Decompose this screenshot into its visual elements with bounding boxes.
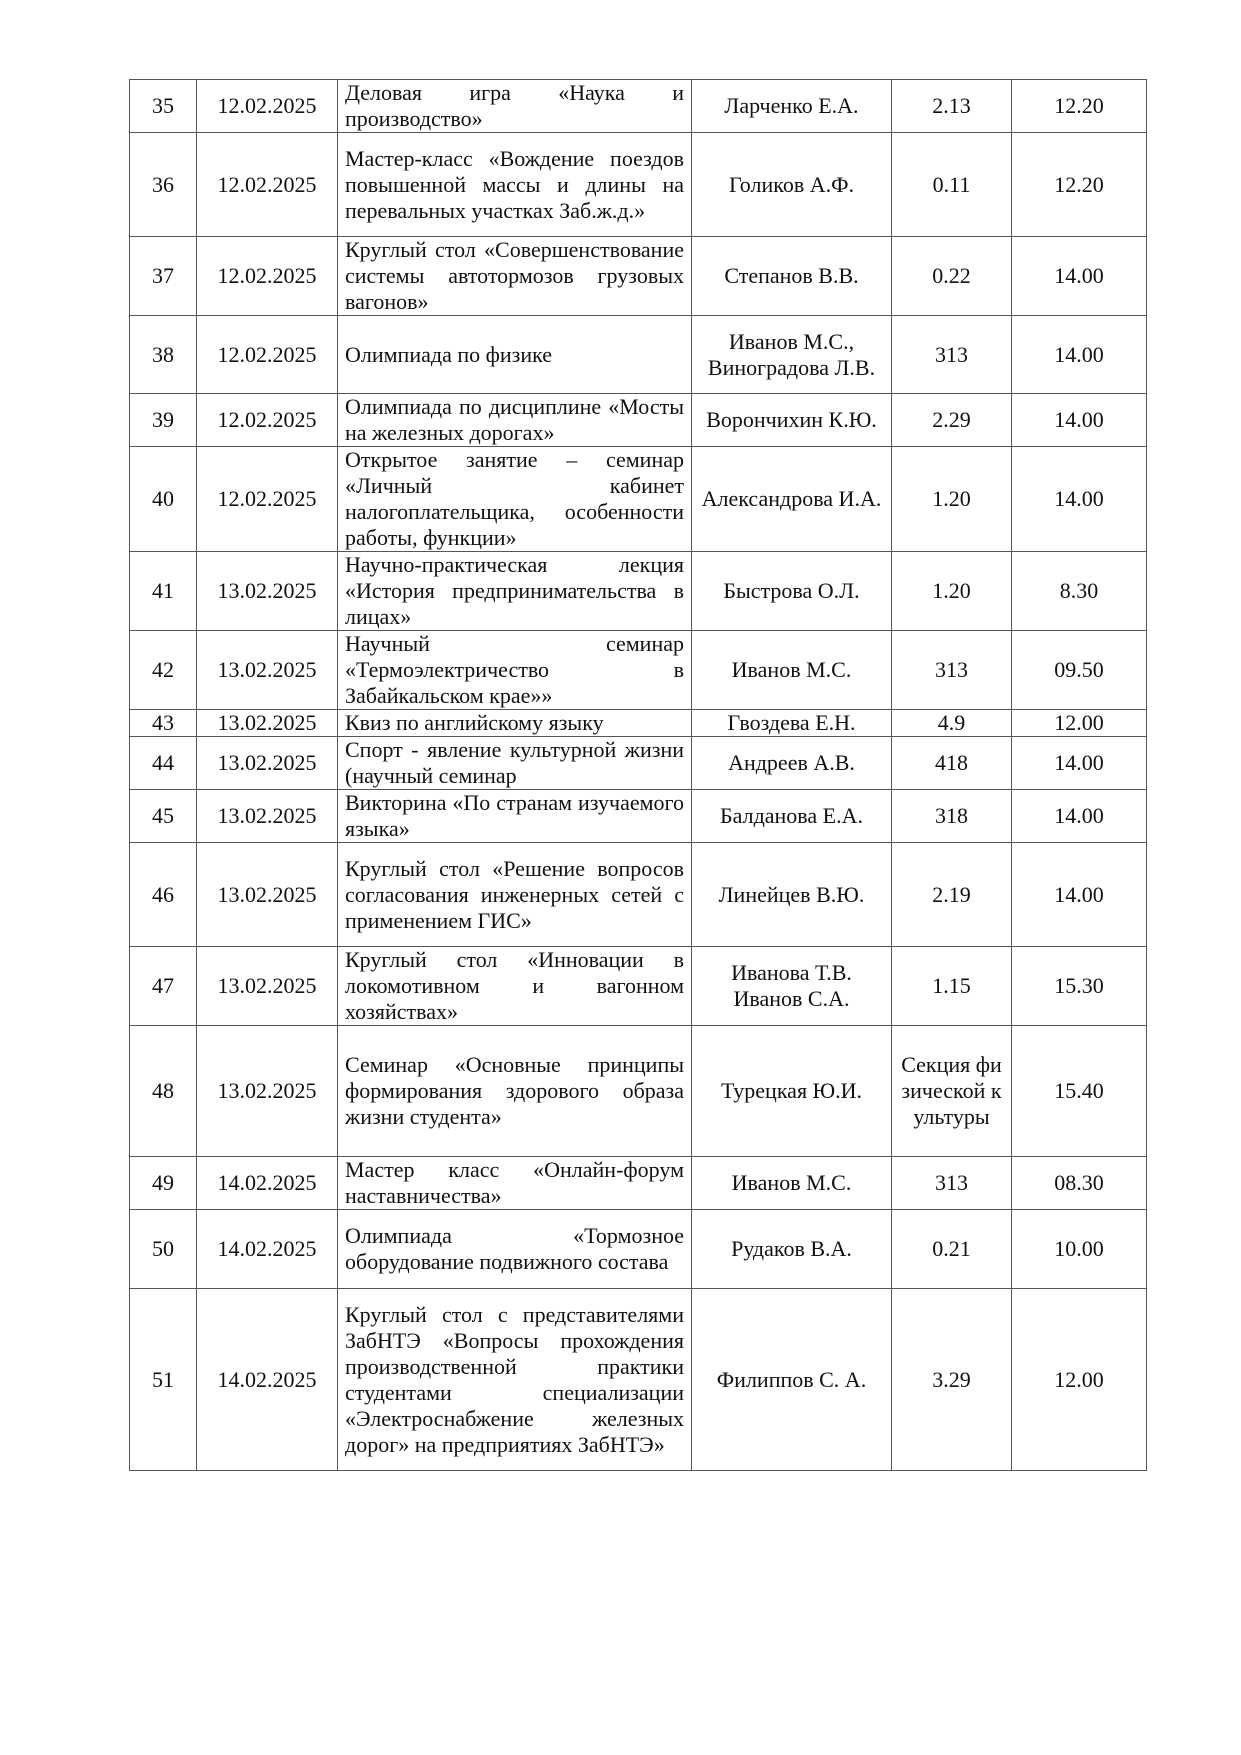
event-time: 14.00 — [1012, 790, 1147, 843]
event-date: 14.02.2025 — [197, 1157, 338, 1210]
event-time: 14.00 — [1012, 316, 1147, 394]
event-date: 14.02.2025 — [197, 1210, 338, 1289]
event-date: 14.02.2025 — [197, 1289, 338, 1471]
event-date: 13.02.2025 — [197, 843, 338, 947]
event-room: 418 — [892, 737, 1012, 790]
events-schedule-table — [129, 79, 1147, 1471]
table-row — [130, 1026, 1147, 1157]
event-time: 14.00 — [1012, 447, 1147, 552]
event-room: 1.20 — [892, 447, 1012, 552]
responsible-names: Иванова Т.В. Иванов С.А. — [731, 960, 852, 1011]
event-title: Мастер-класс «Вождение поездов повышенной массы и длины на перевальных участках Заб.ж.д.» — [338, 133, 692, 237]
event-title: Квиз по английскому языку — [338, 710, 692, 737]
row-number: 45 — [130, 790, 197, 843]
event-time: 15.40 — [1012, 1026, 1147, 1157]
event-room: 318 — [892, 790, 1012, 843]
event-room: 313 — [892, 316, 1012, 394]
event-date: 12.02.2025 — [197, 237, 338, 316]
event-date: 13.02.2025 — [197, 947, 338, 1026]
event-room: 3.29 — [892, 1289, 1012, 1471]
table-row — [130, 552, 1147, 631]
event-responsible — [692, 947, 892, 1026]
event-time: 09.50 — [1012, 631, 1147, 710]
table-row — [130, 1210, 1147, 1289]
table-row — [130, 843, 1147, 947]
event-title: Научно-практическая лекция «История предпринимательства в лицах» — [338, 552, 692, 631]
table-row — [130, 316, 1147, 394]
row-number: 48 — [130, 1026, 197, 1157]
event-date: 13.02.2025 — [197, 737, 338, 790]
event-date: 12.02.2025 — [197, 447, 338, 552]
event-date: 13.02.2025 — [197, 1026, 338, 1157]
event-responsible: Быстрова О.Л. — [692, 552, 892, 631]
event-room: 1.15 — [892, 947, 1012, 1026]
row-number: 35 — [130, 80, 197, 133]
table-row — [130, 710, 1147, 737]
event-title: Олимпиада «Тормозное оборудование подвижного состава — [338, 1210, 692, 1289]
row-number: 51 — [130, 1289, 197, 1471]
event-responsible: Рудаков В.А. — [692, 1210, 892, 1289]
event-time: 14.00 — [1012, 394, 1147, 447]
event-responsible: Балданова Е.А. — [692, 790, 892, 843]
event-title: Круглый стол «Решение вопросов согласования инженерных сетей с применением ГИС» — [338, 843, 692, 947]
row-number: 42 — [130, 631, 197, 710]
table-row — [130, 947, 1147, 1026]
document-page — [129, 79, 1147, 1471]
table-row — [130, 1157, 1147, 1210]
event-responsible: Андреев А.В. — [692, 737, 892, 790]
event-room: 2.29 — [892, 394, 1012, 447]
table-row — [130, 394, 1147, 447]
row-number: 38 — [130, 316, 197, 394]
event-title: Круглый стол «Инновации в локомотивном и вагонном хозяйствах» — [338, 947, 692, 1026]
event-date: 12.02.2025 — [197, 133, 338, 237]
event-date: 13.02.2025 — [197, 790, 338, 843]
event-title: Круглый стол «Совершенствование системы автотормозов грузовых вагонов» — [338, 237, 692, 316]
event-responsible: Голиков А.Ф. — [692, 133, 892, 237]
event-time: 10.00 — [1012, 1210, 1147, 1289]
event-time: 12.20 — [1012, 80, 1147, 133]
event-responsible: Линейцев В.Ю. — [692, 843, 892, 947]
event-title: Олимпиада по физике — [338, 316, 692, 394]
table-row — [130, 237, 1147, 316]
event-title: Открытое занятие – семинар «Личный кабинет налогоплательщика, особенности работы, функции» — [338, 447, 692, 552]
event-date: 12.02.2025 — [197, 394, 338, 447]
event-time: 12.00 — [1012, 1289, 1147, 1471]
event-room: 4.9 — [892, 710, 1012, 737]
event-time: 08.30 — [1012, 1157, 1147, 1210]
event-date: 13.02.2025 — [197, 710, 338, 737]
event-room: 0.22 — [892, 237, 1012, 316]
event-title: Научный семинар «Термоэлектричество в Забайкальском крае»» — [338, 631, 692, 710]
row-number: 50 — [130, 1210, 197, 1289]
event-room: 2.19 — [892, 843, 1012, 947]
row-number: 41 — [130, 552, 197, 631]
event-responsible: Турецкая Ю.И. — [692, 1026, 892, 1157]
event-room: 0.21 — [892, 1210, 1012, 1289]
event-time: 12.00 — [1012, 710, 1147, 737]
event-title: Олимпиада по дисциплине «Мосты на железных дорогах» — [338, 394, 692, 447]
table-row — [130, 447, 1147, 552]
event-title: Викторина «По странам изучаемого языка» — [338, 790, 692, 843]
row-number: 36 — [130, 133, 197, 237]
event-responsible: Филиппов С. А. — [692, 1289, 892, 1471]
event-title: Деловая игра «Наука и производство» — [338, 80, 692, 133]
event-title: Семинар «Основные принципы формирования здорового образа жизни студента» — [338, 1026, 692, 1157]
table-row — [130, 631, 1147, 710]
event-room: Секция физической культуры — [892, 1026, 1012, 1157]
event-responsible: Иванов М.С. — [692, 631, 892, 710]
event-title: Спорт - явление культурной жизни (научный семинар — [338, 737, 692, 790]
row-number: 37 — [130, 237, 197, 316]
event-room: 313 — [892, 631, 1012, 710]
row-number: 47 — [130, 947, 197, 1026]
event-room: 313 — [892, 1157, 1012, 1210]
row-number: 40 — [130, 447, 197, 552]
event-room: 2.13 — [892, 80, 1012, 133]
table-row — [130, 737, 1147, 790]
table-row — [130, 80, 1147, 133]
row-number: 49 — [130, 1157, 197, 1210]
event-time: 14.00 — [1012, 843, 1147, 947]
event-time: 14.00 — [1012, 737, 1147, 790]
event-date: 13.02.2025 — [197, 631, 338, 710]
event-responsible: Ворончихин К.Ю. — [692, 394, 892, 447]
event-time: 14.00 — [1012, 237, 1147, 316]
schedule-table-body — [130, 80, 1147, 1471]
event-date: 13.02.2025 — [197, 552, 338, 631]
event-responsible: Ларченко Е.А. — [692, 80, 892, 133]
event-responsible: Степанов В.В. — [692, 237, 892, 316]
event-time: 15.30 — [1012, 947, 1147, 1026]
row-number: 39 — [130, 394, 197, 447]
table-row — [130, 790, 1147, 843]
event-responsible: Александрова И.А. — [692, 447, 892, 552]
event-date: 12.02.2025 — [197, 80, 338, 133]
event-title: Круглый стол с представителями ЗабНТЭ «Вопросы прохождения производственной практики студентами специализации «Электроснабжение железных дорог» на предприятиях ЗабНТЭ» — [338, 1289, 692, 1471]
event-time: 8.30 — [1012, 552, 1147, 631]
event-responsible: Гвоздева Е.Н. — [692, 710, 892, 737]
event-title: Мастер класс «Онлайн-форум наставничества» — [338, 1157, 692, 1210]
table-row — [130, 133, 1147, 237]
event-room: 1.20 — [892, 552, 1012, 631]
event-room: 0.11 — [892, 133, 1012, 237]
event-date: 12.02.2025 — [197, 316, 338, 394]
row-number: 44 — [130, 737, 197, 790]
event-responsible: Иванов М.С. — [692, 1157, 892, 1210]
event-responsible: Иванов М.С., Виноградова Л.В. — [692, 316, 892, 394]
table-row — [130, 1289, 1147, 1471]
event-time: 12.20 — [1012, 133, 1147, 237]
row-number: 43 — [130, 710, 197, 737]
row-number: 46 — [130, 843, 197, 947]
